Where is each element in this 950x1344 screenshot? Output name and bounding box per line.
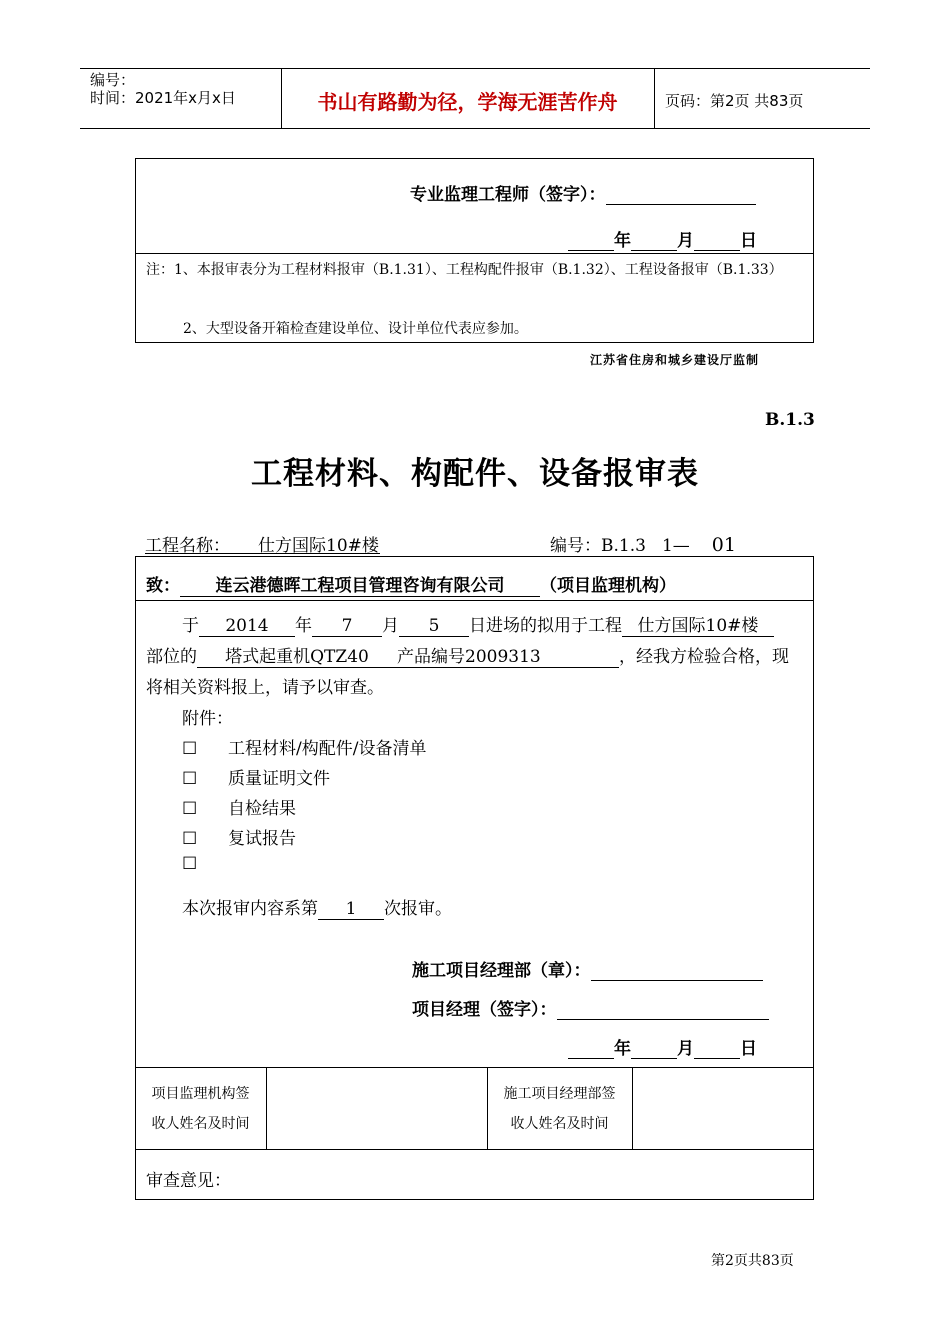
receipt-label-line: 收人姓名及时间: [151, 1116, 250, 1132]
times-prefix: 本次报审内容系第: [182, 899, 318, 919]
receipt-contractor-label: [487, 1079, 632, 1139]
attachment-label: 自检结果: [228, 799, 296, 819]
receipt-label-line: 施工项目经理部签: [503, 1086, 616, 1102]
header-meta: [90, 71, 236, 107]
manager-sign-row: [412, 995, 769, 1020]
dept-sign-label: 施工项目经理部（章）：: [412, 961, 591, 981]
date-year-label: 年: [614, 1039, 631, 1059]
times-suffix: 次报审。: [384, 899, 452, 919]
engineer-sign-label: 专业监理工程师（签字）：: [410, 185, 606, 205]
attachment-item[interactable]: [182, 764, 330, 789]
date-blank: [568, 1040, 614, 1059]
receipt-supervisor-field[interactable]: [267, 1068, 486, 1148]
to-suffix: （项目监理机构）: [540, 576, 676, 596]
line2-suffix: ，经我方检验合格，现: [619, 647, 789, 667]
date-year-label: 年: [614, 231, 631, 251]
line2-prefix: 部位的: [146, 647, 197, 667]
date-day-label: 日: [740, 231, 757, 251]
form-number-tail: 01: [711, 534, 736, 556]
date-blank: [694, 1040, 740, 1059]
to-org: 连云港德晖工程项目管理咨询有限公司: [180, 571, 540, 597]
checkbox-icon[interactable]: ☐: [182, 739, 198, 759]
receipt-label-line: 项目监理机构签: [151, 1086, 250, 1102]
attachment-item[interactable]: [182, 734, 426, 759]
header-number-label: 编号：: [90, 71, 136, 89]
receipt-row-bottom: [135, 1149, 814, 1150]
project-name: 仕方国际10#楼: [258, 536, 379, 556]
engineer-signature-row: [410, 180, 756, 205]
manager-sign-label: 项目经理（签字）：: [412, 1000, 557, 1020]
line2-product: 产品编号2009313: [397, 642, 619, 668]
times-value: 1: [318, 899, 384, 920]
project-label: 工程名称：: [145, 536, 230, 556]
line2-item: 塔式起重机QTZ40: [197, 642, 397, 668]
receipt-supervisor-label: [135, 1079, 266, 1139]
form-number-row: [550, 531, 736, 556]
date-month-label: 月: [677, 231, 694, 251]
checkbox-icon[interactable]: ☐: [182, 769, 198, 789]
body-line-1: [182, 611, 774, 637]
line1-prefix: 于: [182, 616, 199, 636]
body-line-2: [146, 642, 789, 668]
header-divider: [654, 68, 655, 129]
body-line-3: 将相关资料报上，请予以审查。: [146, 678, 384, 698]
addressee-row: [146, 571, 676, 597]
attachment-item[interactable]: [182, 794, 296, 819]
date-blank: [694, 232, 740, 251]
header-bottom-rule: [80, 128, 870, 129]
attachment-label: 工程材料/构配件/设备清单: [228, 739, 427, 759]
attachment-item[interactable]: [182, 854, 228, 874]
form-date-row: [568, 1034, 757, 1059]
header-time-label: 时间：2021年x月x日: [90, 89, 236, 107]
receipt-label-line: 收人姓名及时间: [510, 1116, 609, 1132]
checkbox-icon[interactable]: ☐: [182, 829, 198, 849]
footer-page-number: 第2页共83页: [711, 1253, 794, 1269]
form-number-mid: 1—: [661, 536, 690, 556]
date-blank: [631, 1040, 677, 1059]
manager-sign-line: [557, 1001, 769, 1020]
attachments-label: 附件：: [182, 709, 233, 729]
attachment-label: 复试报告: [228, 829, 296, 849]
note-line-1: 注：1、本报审表分为工程材料报审（B.1.31）、工程构配件报审（B.1.32）、工程设备报审（B.1.33）: [146, 262, 783, 278]
supervisor-label: 江苏省住房和城乡建设厅监制: [590, 353, 760, 367]
dept-seal-row: [412, 956, 763, 981]
checkbox-icon[interactable]: ☐: [182, 799, 198, 819]
form-number-label: 编号：B.1.3: [550, 536, 646, 556]
prev-form-separator: [135, 253, 814, 254]
entry-day: 5: [399, 616, 469, 637]
note-line-2: 2、大型设备开箱检查建设单位、设计单位代表应参加。: [183, 321, 528, 337]
prev-date-row: [568, 226, 757, 251]
date-day-label: 日: [740, 1039, 757, 1059]
addressee-separator: [135, 600, 814, 601]
month-unit: 月: [382, 616, 399, 636]
header-motto: 书山有路勤为径，学海无涯苦作舟: [317, 90, 618, 114]
form-title: 工程材料、构配件、设备报审表: [251, 456, 699, 492]
header-top-rule: [80, 68, 870, 69]
receipt-contractor-field[interactable]: [633, 1068, 813, 1148]
review-opinion-label: 审查意见：: [146, 1171, 231, 1191]
attachment-label: 质量证明文件: [228, 769, 330, 789]
date-blank: [568, 232, 614, 251]
to-label: 致：: [146, 576, 180, 596]
submission-count-row: [182, 894, 452, 920]
project-name-underline: [145, 553, 380, 554]
attachment-item[interactable]: [182, 824, 296, 849]
date-month-label: 月: [677, 1039, 694, 1059]
date-blank: [631, 232, 677, 251]
header-page-info: 页码：第2页 共83页: [665, 92, 804, 110]
line1-mid: 日进场的拟用于工程: [469, 616, 622, 636]
form-code-text: B.1.3: [765, 410, 815, 430]
entry-year: 2014: [199, 616, 295, 637]
entry-month: 7: [312, 616, 382, 637]
line1-project: 仕方国际10#楼: [622, 611, 774, 637]
engineer-sign-line: [606, 186, 756, 205]
checkbox-icon[interactable]: ☐: [182, 854, 198, 874]
dept-sign-line: [591, 962, 763, 981]
form-code: [765, 410, 815, 430]
year-unit: 年: [295, 616, 312, 636]
